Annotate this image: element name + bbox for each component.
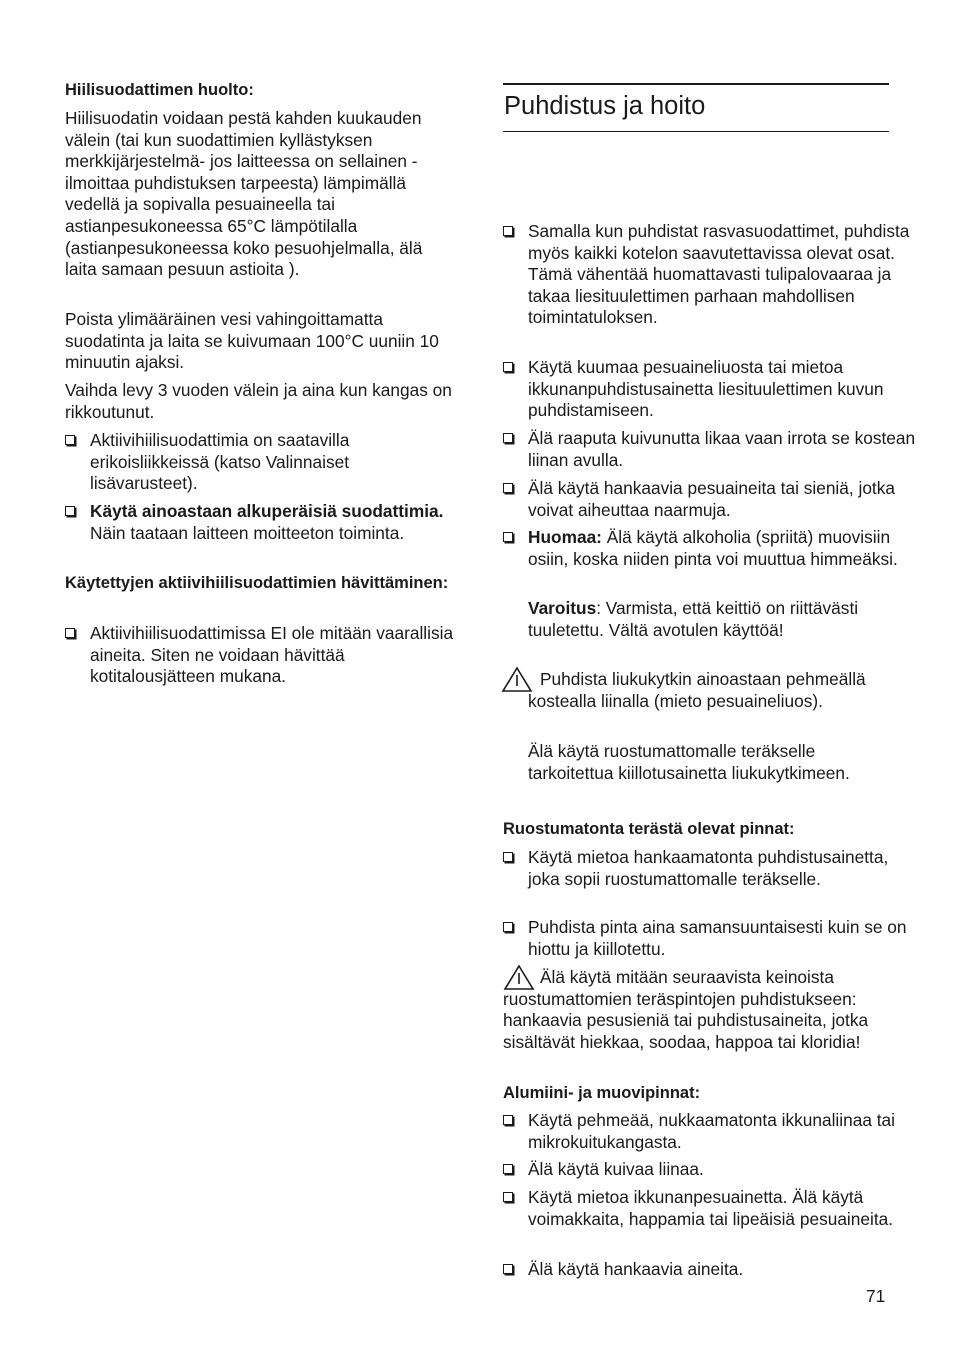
list-item-bold-text: Huomaa: <box>528 527 602 547</box>
page-title: Puhdistus ja hoito <box>503 83 889 132</box>
checkbox-bullet-icon <box>503 483 513 493</box>
warning-triangle-icon <box>501 666 533 692</box>
caution-paragraph <box>503 669 891 712</box>
list-item-text: Samalla kun puhdistat rasvasuodattimet, puhdista myös kaikki kotelon saavutettavissa olevat osat. Tämä vähentää huomattavasti tulipalovaaraa ja takaa liesituulettimen parhaan mahdollisen toimintatuloksen. <box>528 221 910 328</box>
list-item <box>65 623 455 688</box>
list-item-text: Älä käytä hankaavia pesuaineita tai sieniä, jotka voivat aiheuttaa naarmuja. <box>528 478 895 520</box>
list-item-text: Näin taataan laitteen moitteeton toiminta. <box>90 522 405 543</box>
checkbox-bullet-icon <box>503 852 513 862</box>
paragraph-carbon-filter-washing: Hiilisuodatin voidaan pestä kahden kuukauden välein (tai kun suodattimien kyllästyksen merkkijärjestelmä- jos laitteessa on sellainen - ilmoittaa puhdistuksen tarpeesta) lämpimällä vedellä ja sopivalla pesuaineella tai astianpesukoneessa 65°C lämpötilalla (astianpesukoneessa koko pesuohjelmalla, älä laita samaan pesuun astioita ). <box>65 108 423 280</box>
caution-text: Älä käytä mitään seuraavista keinoista ruostumattomien teräspintojen puhdistukseen: hankaavia pesusieniä tai puhdistusaineita, jotka sisältävät hiekkaa, soodaa, happoa tai kloridia! <box>503 967 869 1052</box>
list-item <box>503 478 916 521</box>
checkbox-bullet-icon <box>503 1164 513 1174</box>
list-item <box>503 1110 916 1153</box>
checkbox-bullet-icon <box>503 433 513 443</box>
warning-paragraph <box>503 598 891 641</box>
checkbox-bullet-icon <box>503 226 513 236</box>
checkbox-bullet-icon <box>65 506 75 516</box>
list-item-text: Käytä mietoa hankaamatonta puhdistusainetta, joka sopii ruostumattomalle teräkselle. <box>528 847 889 889</box>
list-item <box>503 357 916 422</box>
list-item <box>503 847 916 890</box>
checkbox-bullet-icon <box>65 628 75 638</box>
paragraph-polish: Älä käytä ruostumattomalle teräkselle tarkoitettua kiillotusainetta liukukytkimeen. <box>528 741 850 783</box>
list-item <box>65 501 455 544</box>
list-item-text: Älä raaputa kuivunutta likaa vaan irrota se kostean liinan avulla. <box>528 428 916 470</box>
list-item-text: Aktiivihiilisuodattimissa EI ole mitään vaarallisia aineita. Siten ne voidaan hävittää kotitalousjätteen mukana. <box>90 623 454 687</box>
list-item-text: Käytä kuumaa pesuaineliuosta tai mietoa ikkunanpuhdistusainetta liesituulettimen kuvun puhdistamiseen. <box>528 357 884 421</box>
checkbox-bullet-icon <box>65 435 75 445</box>
heading-disposal: Käytettyjen aktiivihiilisuodattimien hävittäminen: <box>65 574 449 592</box>
list-item-text: Käytä pehmeää, nukkaamatonta ikkunaliinaa tai mikrokuitukangasta. <box>528 1110 895 1152</box>
checkbox-bullet-icon <box>503 1192 513 1202</box>
checkbox-bullet-icon <box>503 922 513 932</box>
list-item-text: Puhdista pinta aina samansuuntaisesti kuin se on hiottu ja kiillotettu. <box>528 917 907 959</box>
list-item-text: Älä käytä alkoholia (spriitä) muovisiin osiin, koska niiden pinta voi muuttua himmeäksi. <box>528 527 898 569</box>
list-item <box>65 430 455 495</box>
warning-text: : Varmista, että keittiö on riittävästi tuuletettu. Vältä avotulen käyttöä! <box>528 598 859 640</box>
checkbox-bullet-icon <box>503 362 513 372</box>
list-item <box>503 1159 916 1181</box>
list-item <box>503 1259 916 1281</box>
list-item-text: Älä käytä hankaavia aineita. <box>528 1259 744 1279</box>
checkbox-bullet-icon <box>503 532 513 542</box>
page-number: 71 <box>866 1286 886 1306</box>
list-item <box>503 221 916 329</box>
list-item-bold-text: Käytä ainoastaan alkuperäisiä suodattimia. <box>90 501 444 521</box>
warning-triangle-icon <box>503 964 535 990</box>
list-item-text: Älä käytä kuivaa liinaa. <box>528 1159 704 1179</box>
paragraph-drying: Poista ylimääräinen vesi vahingoittamatta suodatinta ja laita se kuivumaan 100°C uuniin 10 minuutin ajaksi. <box>65 309 439 373</box>
checkbox-bullet-icon <box>503 1264 513 1274</box>
caution-paragraph <box>503 967 883 1053</box>
list-item <box>503 1187 916 1230</box>
list-item-text: Käytä mietoa ikkunanpesuainetta. Älä käytä voimakkaita, happamia tai lipeäisiä pesuaineita. <box>528 1187 894 1229</box>
heading-carbon-filter-care: Hiilisuodattimen huolto: <box>65 81 254 99</box>
list-item-text: Aktiivihiilisuodattimia on saatavilla erikoisliikkeissä (katso Valinnaiset lisävarusteet). <box>90 430 350 494</box>
checkbox-bullet-icon <box>503 1115 513 1125</box>
heading-aluminium-plastic: Alumiini- ja muovipinnat: <box>503 1084 701 1102</box>
warning-label: Varoitus <box>528 598 597 618</box>
paragraph-replace: Vaihda levy 3 vuoden välein ja aina kun kangas on rikkoutunut. <box>65 380 452 422</box>
heading-stainless-steel: Ruostumatonta terästä olevat pinnat: <box>503 820 795 838</box>
caution-text: Puhdista liukukytkin ainoastaan pehmeällä kostealla liinalla (mieto pesuaineliuos). <box>528 669 866 711</box>
list-item <box>503 527 916 570</box>
list-item <box>503 428 918 471</box>
list-item <box>503 917 916 960</box>
